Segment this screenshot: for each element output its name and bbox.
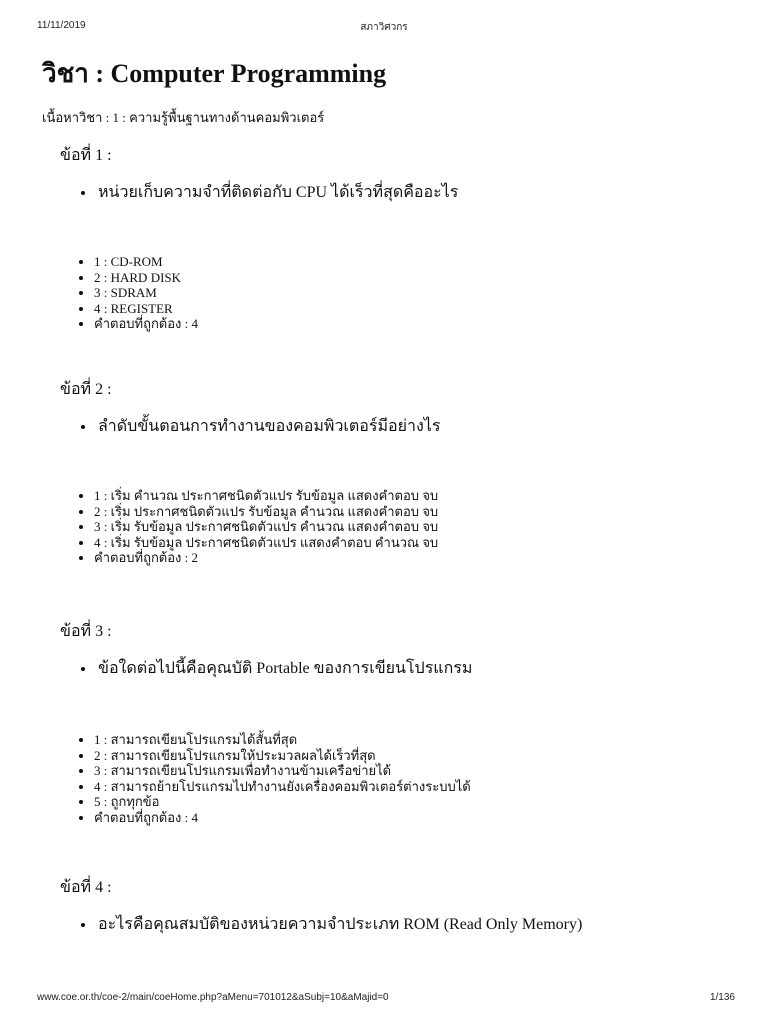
question-number: ข้อที่ 4 : [60,879,112,896]
question-3 [60,622,472,825]
question-text-list [60,915,582,935]
print-date: 11/11/2019 [37,20,86,31]
question-text: • หน่วยเก็บความจำที่ติดต่อกับ CPU ได้เร็วที่สุดคืออะไร [96,183,458,203]
subject-line: เนื้อหาวิชา : 1 : ความรู้พื้นฐานทางด้านคอมพิวเตอร์ [42,110,325,125]
choice-item: • 2 : สามารถเขียนโปรแกรมให้ประมวลผลได้เร็วที่สุด [94,748,472,764]
correct-answer: • คำตอบที่ถูกต้อง : 4 [94,316,458,332]
choice-item: • 5 : ถูกทุกข้อ [94,794,472,810]
choice-list [60,732,472,825]
choice-item: • 1 : สามารถเขียนโปรแกรมได้สั้นที่สุด [94,732,472,748]
print-footer [0,992,768,1006]
choice-item: • 2 : HARD DISK [94,270,458,286]
page-title: วิชา : Computer Programming [42,59,387,88]
correct-answer: • คำตอบที่ถูกต้อง : 2 [94,550,440,566]
question-text: • ข้อใดต่อไปนี้คือคุณบัติ Portable ของการเขียนโปรแกรม [96,659,472,679]
choice-item: • 4 : เริ่ม รับข้อมูล ประกาศชนิดตัวแปร แสดงคำตอบ คำนวณ จบ [94,535,440,551]
choice-item: • 3 : SDRAM [94,285,458,301]
question-number: ข้อที่ 1 : [60,147,112,164]
page-content [42,58,732,933]
choice-item: • 1 : เริ่ม คำนวณ ประกาศชนิดตัวแปร รับข้อมูล แสดงคำตอบ จบ [94,488,440,504]
question-number: ข้อที่ 2 : [60,381,112,398]
footer-url: www.coe.or.th/coe-2/main/coeHome.php?aMenu=701012&aSubj=10&aMajid=0 [37,992,389,1003]
question-4 [60,878,582,935]
choice-item: • 3 : สามารถเขียนโปรแกรมเพื่อทำงานข้ามเครือข่ายได้ [94,763,472,779]
choice-item: • 4 : REGISTER [94,301,458,317]
question-text: • อะไรคือคุณสมบัติของหน่วยความจำประเภท ROM (Read Only Memory) [96,915,582,935]
question-text: • ลำดับขั้นตอนการทำงานของคอมพิวเตอร์มีอย่างไร [96,417,440,437]
choice-item: • 2 : เริ่ม ประกาศชนิดตัวแปร รับข้อมูล คำนวณ แสดงคำตอบ จบ [94,504,440,520]
print-site-title: สภาวิศวกร [360,22,408,33]
question-2 [60,380,440,566]
question-text-list [60,659,472,679]
choice-item: • 3 : เริ่ม รับข้อมูล ประกาศชนิดตัวแปร คำนวณ แสดงคำตอบ จบ [94,519,440,535]
choice-list [60,488,440,566]
print-header [0,20,768,34]
choice-item: • 4 : สามารถย้ายโปรแกรมไปทำงานยังเครื่องคอมพิวเตอร์ต่างระบบได้ [94,779,472,795]
question-1 [60,146,458,332]
choice-list [60,254,458,332]
question-number: ข้อที่ 3 : [60,623,112,640]
question-text-list [60,183,458,203]
footer-page-number: 1/136 [709,992,735,1003]
question-text-list [60,417,440,437]
correct-answer: • คำตอบที่ถูกต้อง : 4 [94,810,472,826]
choice-item: • 1 : CD-ROM [94,254,458,270]
